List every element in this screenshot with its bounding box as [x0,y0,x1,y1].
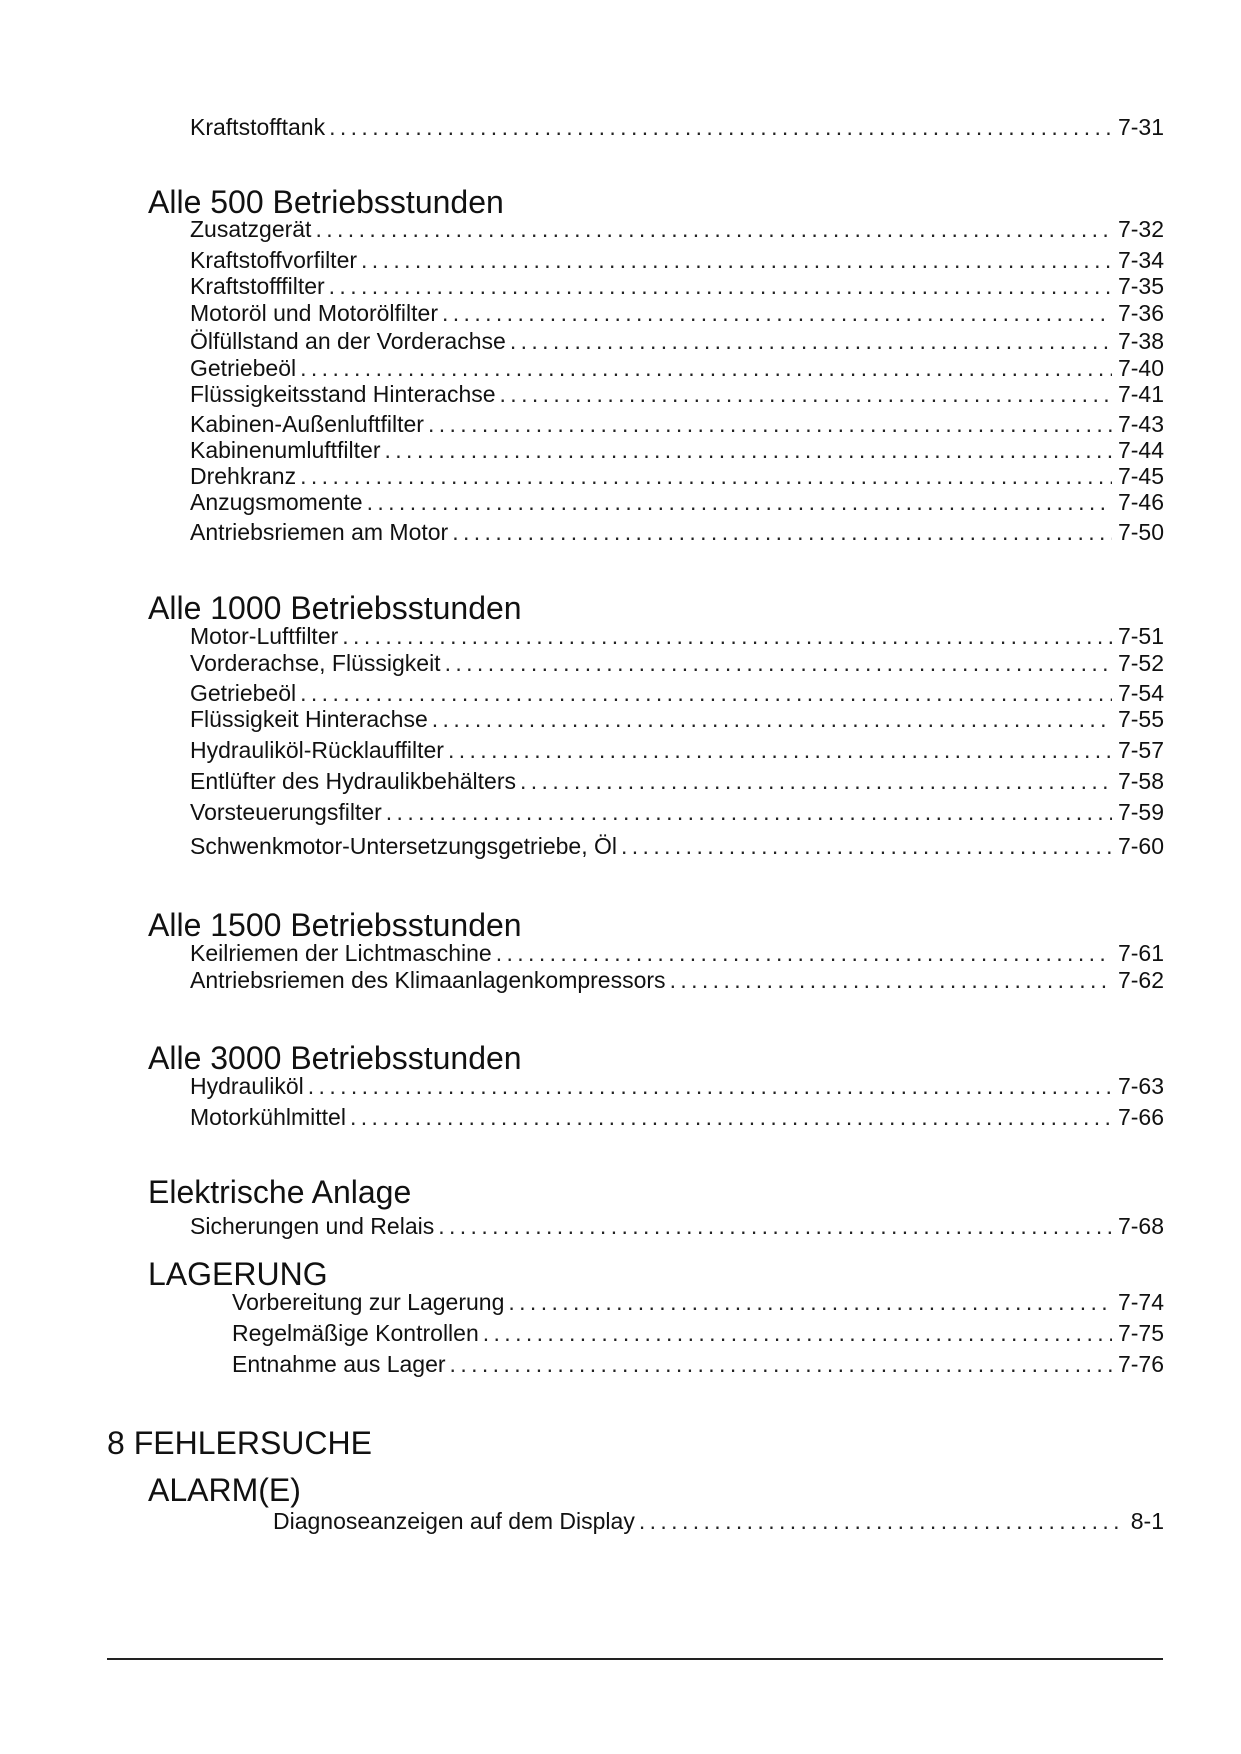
toc-entry-label: Kraftstofftank [190,114,326,140]
toc-entry-label: Drehkranz [190,463,297,489]
dot-leader [432,706,1112,733]
dot-leader [448,737,1112,764]
chapter-heading: 8 FEHLERSUCHE [107,1425,372,1461]
toc-entry-label: Motor-Luftfilter [190,623,339,649]
toc-entry-label: Flüssigkeitsstand Hinterachse [190,381,496,407]
toc-entry[interactable] [232,1317,1164,1347]
toc-entry-page: 7-45 [1117,463,1164,489]
section-heading: ALARM(E) [148,1472,301,1508]
toc-entry[interactable] [232,1348,1164,1378]
toc-entry-page: 7-51 [1117,623,1164,649]
toc-entry[interactable] [190,647,1164,677]
dot-leader [342,623,1112,650]
toc-entry[interactable] [190,111,1164,141]
toc-entry-page: 7-31 [1117,114,1164,140]
dot-leader [621,833,1112,860]
toc-entry-label: Diagnoseanzeigen auf dem Display [273,1508,635,1534]
toc-entry-page: 7-55 [1117,706,1164,732]
toc-entry-label: Getriebeöl [190,355,297,381]
toc-entry[interactable] [190,703,1164,733]
toc-entry-label: Sicherungen und Relais [190,1213,435,1239]
dot-leader [639,1508,1125,1535]
toc-entry-page: 7-59 [1117,799,1164,825]
dot-leader [520,768,1112,795]
dot-leader [367,489,1112,516]
toc-entry-label: Kabinenumluftfilter [190,437,381,463]
toc-entry-page: 7-57 [1117,737,1164,763]
toc-entry-label: Kabinen-Außenluftfilter [190,411,424,437]
toc-entry[interactable] [190,830,1164,860]
toc-entry-label: Zusatzgerät [190,216,312,242]
toc-entry-page: 7-32 [1117,216,1164,242]
dot-leader [386,799,1112,826]
dot-leader [442,300,1112,327]
toc-entry-label: Getriebeöl [190,680,297,706]
toc-entry[interactable] [232,1286,1164,1316]
toc-entry-page: 7-74 [1117,1289,1164,1315]
toc-entry-label: Vorderachse, Flüssigkeit [190,650,441,676]
dot-leader [450,1351,1112,1378]
toc-entry-page: 7-54 [1117,680,1164,706]
toc-entry-label: Anzugsmomente [190,489,363,515]
toc-entry[interactable] [190,270,1164,300]
dot-leader [438,1213,1112,1240]
dot-leader [508,1289,1112,1316]
toc-entry[interactable] [190,1210,1164,1240]
toc-entry-page: 7-44 [1117,437,1164,463]
toc-entry-page: 7-38 [1117,328,1164,354]
dot-leader [483,1320,1112,1347]
section-heading: Alle 1500 Betriebsstunden [148,907,522,943]
toc-entry-label: Antriebsriemen am Motor [190,519,449,545]
toc-entry-label: Vorbereitung zur Lagerung [232,1289,505,1315]
toc-entry-page: 7-52 [1117,650,1164,676]
toc-entry[interactable] [190,765,1164,795]
toc-entry[interactable] [190,1101,1164,1131]
toc-entry[interactable] [190,486,1164,516]
toc-entry-label: Entlüfter des Hydraulikbehälters [190,768,516,794]
toc-entry-label: Vorsteuerungsfilter [190,799,382,825]
toc-entry-page: 7-41 [1117,381,1164,407]
toc-entry[interactable] [190,378,1164,408]
toc-entry-label: Entnahme aus Lager [232,1351,446,1377]
toc-entry[interactable] [190,620,1164,650]
toc-entry-label: Antriebsriemen des Klimaanlagenkompressors [190,967,666,993]
toc-entry-page: 8-1 [1130,1508,1164,1534]
dot-leader [670,967,1112,994]
toc-entry[interactable] [190,213,1164,243]
toc-entry-label: Hydrauliköl-Rücklauffilter [190,737,444,763]
toc-entry-label: Ölfüllstand an der Vorderachse [190,328,506,354]
dot-leader [329,273,1112,300]
dot-leader [496,940,1112,967]
toc-entry-label: Motorkühlmittel [190,1104,346,1130]
section-heading: Elektrische Anlage [148,1174,412,1210]
toc-entry-label: Hydrauliköl [190,1073,304,1099]
section-heading: LAGERUNG [148,1256,328,1292]
toc-entry[interactable] [190,516,1164,546]
dot-leader [329,114,1112,141]
toc-entry-label: Kraftstofffilter [190,273,325,299]
toc-entry-page: 7-61 [1117,940,1164,966]
toc-entry-page: 7-58 [1117,768,1164,794]
toc-entry-page: 7-66 [1117,1104,1164,1130]
toc-entry-label: Kraftstoffvorfilter [190,247,358,273]
dot-leader [445,650,1112,677]
toc-entry-label: Motoröl und Motorölfilter [190,300,438,326]
toc-entry[interactable] [190,937,1164,967]
toc-entry-page: 7-63 [1117,1073,1164,1099]
toc-entry-page: 7-35 [1117,273,1164,299]
dot-leader [452,519,1112,546]
toc-entry[interactable] [190,325,1164,355]
toc-entry[interactable] [190,1070,1164,1100]
dot-leader [510,328,1112,355]
footer-rule [107,1658,1163,1660]
dot-leader [315,216,1112,243]
toc-entry[interactable] [190,964,1164,994]
toc-entry-page: 7-76 [1117,1351,1164,1377]
toc-entry-page: 7-34 [1117,247,1164,273]
toc-entry[interactable] [273,1505,1164,1535]
toc-entry-page: 7-68 [1117,1213,1164,1239]
toc-entry[interactable] [190,796,1164,826]
toc-entry-page: 7-43 [1117,411,1164,437]
toc-entry-page: 7-46 [1117,489,1164,515]
toc-entry-page: 7-50 [1117,519,1164,545]
toc-entry[interactable] [190,297,1164,327]
dot-leader [350,1104,1112,1131]
toc-entry-page: 7-62 [1117,967,1164,993]
dot-leader [308,1073,1112,1100]
toc-entry-page: 7-75 [1117,1320,1164,1346]
toc-entry[interactable] [190,734,1164,764]
section-heading: Alle 500 Betriebsstunden [148,184,504,220]
toc-entry-page: 7-36 [1117,300,1164,326]
toc-entry-label: Schwenkmotor-Untersetzungsgetriebe, Öl [190,833,617,859]
toc-entry-label: Flüssigkeit Hinterachse [190,706,428,732]
section-heading: Alle 3000 Betriebsstunden [148,1040,522,1076]
toc-entry-label: Keilriemen der Lichtmaschine [190,940,492,966]
toc-entry-label: Regelmäßige Kontrollen [232,1320,479,1346]
section-heading: Alle 1000 Betriebsstunden [148,590,522,626]
toc-entry-page: 7-60 [1117,833,1164,859]
toc-entry-page: 7-40 [1117,355,1164,381]
dot-leader [500,381,1112,408]
